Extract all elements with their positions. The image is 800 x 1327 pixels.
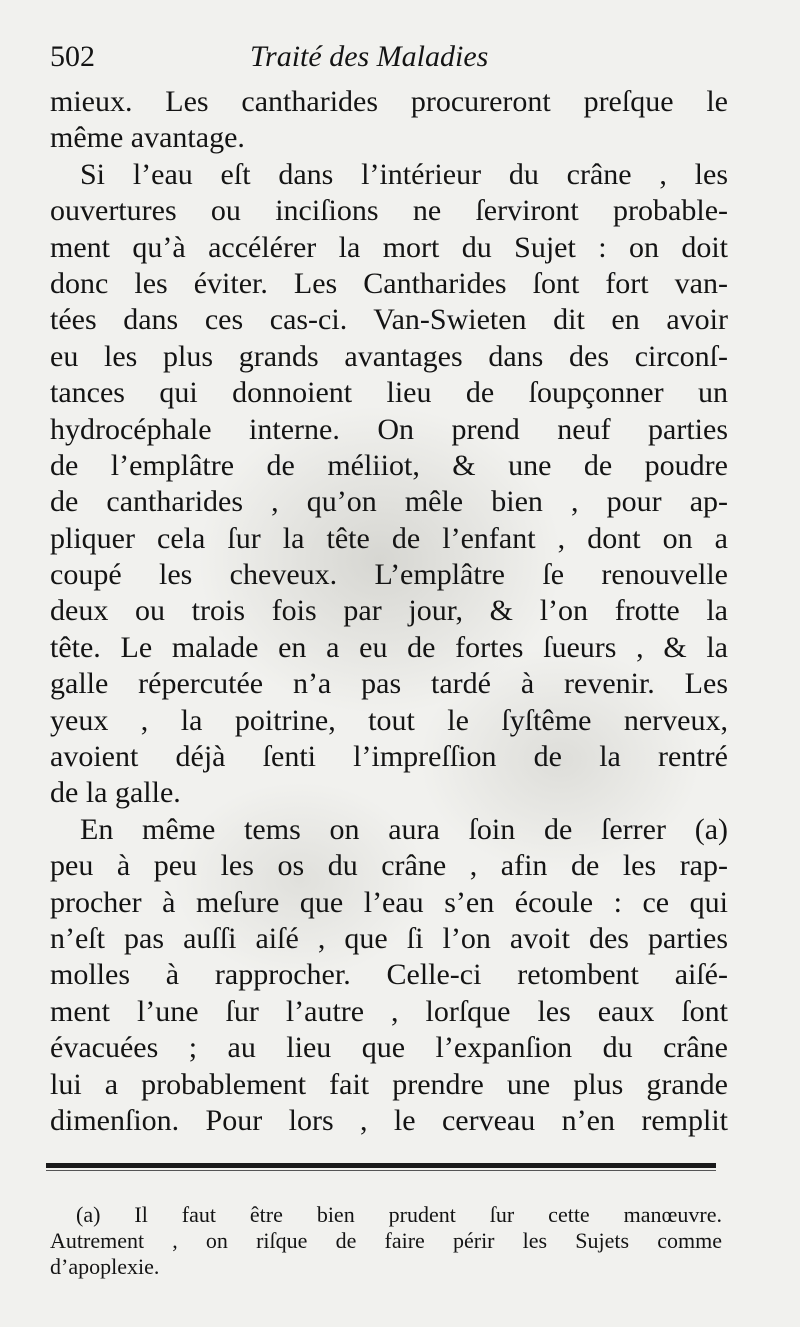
page-number: 502 bbox=[50, 40, 95, 73]
text-line: molles à rapprocher. Celle-ci retombent aiſé- bbox=[50, 958, 728, 992]
footnote-line: (a) Il faut être bien prudent ſur cette manœuvre. bbox=[76, 1202, 722, 1227]
text-line: mieux. Les cantharides procureront preſque le bbox=[50, 85, 728, 118]
text-line: donc les éviter. Les Cantharides ſont fort van- bbox=[50, 266, 728, 300]
text-line: peu à peu les os du crâne , afin de les rap- bbox=[50, 849, 728, 883]
text-line: lui a probablement fait prendre une plus grande bbox=[50, 1067, 728, 1101]
text-line: yeux , la poitrine, tout le ſyſtême nerveux, bbox=[50, 703, 728, 737]
text-line: procher à meſure que l’eau s’en écoule : ce qui bbox=[50, 885, 728, 919]
text-line: même avantage. bbox=[50, 121, 245, 155]
footnote-line: d’apoplexie. bbox=[50, 1254, 160, 1279]
text-line: ouvertures ou inciſions ne ſerviront probable- bbox=[50, 194, 728, 228]
text-line: eu les plus grands avantages dans des circonſ- bbox=[50, 339, 728, 373]
text-line: tête. Le malade en a eu de fortes ſueurs , & la bbox=[50, 630, 728, 664]
text-line: tances qui donnoient lieu de ſoupçonner un bbox=[50, 376, 728, 410]
body-text bbox=[50, 84, 728, 1139]
running-title: Traité des Maladies bbox=[250, 40, 489, 73]
text-line: deux ou trois fois par jour, & l’on frotte la bbox=[50, 594, 728, 628]
text-line: ment l’une ſur l’autre , lorſque les eaux ſont bbox=[50, 994, 728, 1028]
text-line: de la galle. bbox=[50, 776, 181, 810]
text-line: tées dans ces cas-ci. Van-Swieten dit en avoir bbox=[50, 303, 728, 337]
text-line: galle répercutée n’a pas tardé à revenir. Les bbox=[50, 667, 728, 701]
footnote bbox=[50, 1202, 722, 1280]
text-line: de l’emplâtre de méliiot, & une de poudre bbox=[50, 448, 728, 482]
text-line: de cantharides , qu’on mêle bien , pour ap- bbox=[50, 485, 728, 519]
text-line: Si l’eau eſt dans l’intérieur du crâne , les bbox=[80, 157, 728, 191]
text-line: ment qu’à accélérer la mort du Sujet : on doit bbox=[50, 230, 728, 264]
footnote-separator-thin-rule bbox=[46, 1170, 716, 1171]
text-line: En même tems on aura ſoin de ſerrer (a) bbox=[80, 812, 728, 846]
text-line: dimenſion. Pour lors , le cerveau n’en remplit bbox=[50, 1103, 728, 1137]
text-line: pliquer cela ſur la tête de l’enfant , dont on a bbox=[50, 521, 728, 555]
footnote-separator-rule bbox=[46, 1163, 716, 1168]
text-line: avoient déjà ſenti l’impreſſion de la rentré bbox=[50, 740, 728, 774]
text-line: coupé les cheveux. L’emplâtre ſe renouvelle bbox=[50, 558, 728, 592]
text-line: évacuées ; au lieu que l’expanſion du crâne bbox=[50, 1031, 728, 1065]
page-header bbox=[50, 40, 750, 80]
footnote-line: Autrement , on riſque de faire périr les Sujets comme bbox=[50, 1228, 722, 1253]
text-line: hydrocéphale interne. On prend neuf parties bbox=[50, 412, 728, 446]
text-line: n’eſt pas auſſi aiſé , que ſi l’on avoit des parties bbox=[50, 921, 728, 955]
